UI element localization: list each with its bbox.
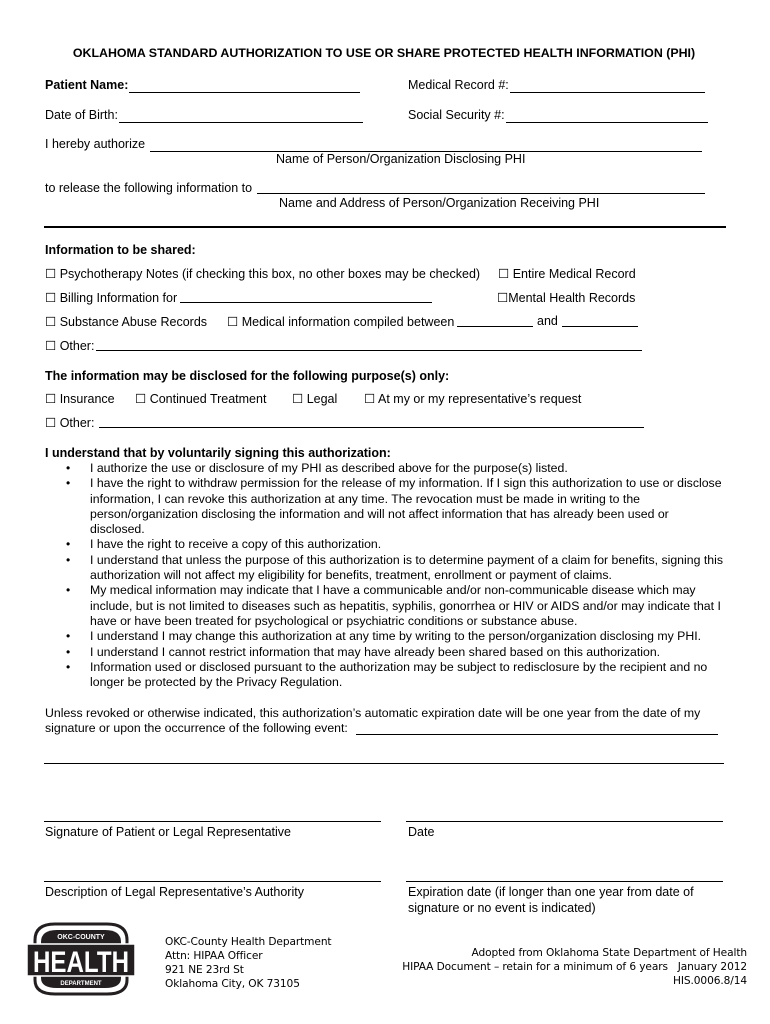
footer-date: January 2012 bbox=[677, 961, 747, 973]
logo-main-text: HEALTH bbox=[33, 946, 129, 979]
checkbox-compiled[interactable]: ☐ bbox=[227, 315, 239, 329]
other-info-option[interactable] bbox=[45, 338, 94, 353]
entire-record-option[interactable] bbox=[498, 266, 636, 281]
expiration-date-field[interactable] bbox=[406, 881, 723, 882]
billing-label: Billing Information for bbox=[59, 291, 178, 305]
ssn-field[interactable] bbox=[506, 122, 708, 123]
entire-record-label: Entire Medical Record bbox=[512, 267, 636, 281]
mental-health-label: Mental Health Records bbox=[508, 291, 636, 305]
and-label: and bbox=[537, 314, 558, 328]
compiled-end-field[interactable] bbox=[562, 326, 638, 327]
info-shared-heading: Information to be shared: bbox=[45, 243, 196, 257]
checkbox-mental-health[interactable]: ☐ bbox=[497, 291, 509, 305]
footer-doc-id: HIS.0006.8/14 bbox=[673, 975, 747, 987]
checkbox-substance[interactable]: ☐ bbox=[45, 315, 57, 329]
understand-list bbox=[64, 461, 724, 690]
checkbox-insurance[interactable]: ☐ bbox=[45, 392, 57, 406]
other-purpose-field[interactable] bbox=[99, 427, 644, 428]
continued-treatment-label: Continued Treatment bbox=[149, 392, 267, 406]
authorize-label: I hereby authorize bbox=[45, 137, 146, 151]
representative-request-option[interactable] bbox=[364, 391, 581, 406]
patient-name-field[interactable] bbox=[129, 92, 360, 93]
ssn-label: Social Security #: bbox=[408, 108, 505, 122]
mental-health-option[interactable] bbox=[497, 290, 635, 305]
logo-bottom-text: DEPARTMENT bbox=[60, 981, 102, 987]
continued-treatment-option[interactable] bbox=[135, 391, 266, 406]
section-divider bbox=[44, 226, 726, 228]
date-label: Date bbox=[408, 825, 435, 839]
other-purpose-option[interactable] bbox=[45, 415, 94, 430]
legal-option[interactable] bbox=[292, 391, 337, 406]
substance-option[interactable] bbox=[45, 314, 207, 329]
footer-retention-text: HIPAA Document – retain for a minimum of 6 years bbox=[402, 961, 668, 973]
checkbox-other-info[interactable]: ☐ bbox=[45, 339, 57, 353]
checkbox-billing[interactable]: ☐ bbox=[45, 291, 57, 305]
list-item: • I understand that unless the purpose of this authorization is to determine payment of a claim for benefits, signing this authorization will not affect my eligibility for benefits, treatment, enrollment or payment of claims. bbox=[64, 553, 724, 584]
signature-label: Signature of Patient or Legal Representative bbox=[45, 825, 291, 839]
footer-retention bbox=[402, 961, 747, 973]
list-item: • My medical information may indicate that I have a communicable and/or non-communicable disease which may include, but is not limited to diseases such as hepatitis, syphilis, gonorrhea or HIV or AIDS and/or may indicate that I have or have been treated for psychological or psychiatric conditions or substance abuse. bbox=[64, 583, 724, 629]
list-item: • I have the right to withdraw permission for the release of my information. If I sign this authorization to use or disclose information, I can revoke this authorization at any time. The revocation must be made in writing to the person/organization disclosing the information and will not affect information that has already been used or disclosed. bbox=[64, 476, 724, 537]
compiled-between-label: Medical information compiled between bbox=[241, 315, 455, 329]
release-field[interactable] bbox=[257, 193, 705, 194]
checkbox-continued-treatment[interactable]: ☐ bbox=[135, 392, 147, 406]
dob-label: Date of Birth: bbox=[45, 108, 118, 122]
expiration-event-field-2[interactable] bbox=[44, 763, 724, 764]
list-item: • I authorize the use or disclosure of my PHI as described above for the purpose(s) listed. bbox=[64, 461, 724, 476]
billing-option[interactable] bbox=[45, 290, 177, 305]
health-department-logo bbox=[25, 922, 137, 996]
substance-label: Substance Abuse Records bbox=[59, 315, 208, 329]
release-caption: Name and Address of Person/Organization Receiving PHI bbox=[279, 196, 600, 210]
form-title: OKLAHOMA STANDARD AUTHORIZATION TO USE OR SHARE PROTECTED HEALTH INFORMATION (PHI) bbox=[72, 46, 696, 60]
purpose-heading: The information may be disclosed for the following purpose(s) only: bbox=[45, 369, 450, 383]
logo-top-text: OKC-COUNTY bbox=[57, 934, 105, 941]
checkbox-entire-record[interactable]: ☐ bbox=[498, 267, 510, 281]
expiration-text-line1: Unless revoked or otherwise indicated, this authorization’s automatic expiration date will be one year from the date of my bbox=[45, 706, 701, 720]
checkbox-other-purpose[interactable]: ☐ bbox=[45, 416, 57, 430]
expiration-text-line2: signature or upon the occurrence of the following event: bbox=[45, 721, 348, 735]
checkbox-legal[interactable]: ☐ bbox=[292, 392, 304, 406]
address-line: Attn: HIPAA Officer bbox=[165, 950, 263, 962]
address-line: Oklahoma City, OK 73105 bbox=[165, 978, 300, 990]
insurance-label: Insurance bbox=[59, 392, 115, 406]
address-line: OKC-County Health Department bbox=[165, 936, 332, 948]
medical-record-field[interactable] bbox=[510, 92, 705, 93]
footer-adopted-from: Adopted from Oklahoma State Department of Health bbox=[471, 947, 747, 959]
signature-field[interactable] bbox=[44, 821, 381, 822]
authorize-caption: Name of Person/Organization Disclosing PHI bbox=[276, 152, 526, 166]
other-info-label: Other: bbox=[59, 339, 95, 353]
understand-heading: I understand that by voluntarily signing this authorization: bbox=[45, 446, 391, 460]
date-field[interactable] bbox=[406, 821, 723, 822]
expiration-event-field[interactable] bbox=[356, 734, 718, 735]
medical-record-label: Medical Record #: bbox=[408, 78, 509, 92]
legal-label: Legal bbox=[306, 392, 338, 406]
list-item: • Information used or disclosed pursuant to the authorization may be subject to redisclosure by the recipient and no longer be protected by the Privacy Regulation. bbox=[64, 660, 724, 691]
expiration-date-label-2: signature or no event is indicated) bbox=[408, 901, 596, 915]
compiled-start-field[interactable] bbox=[457, 326, 533, 327]
psychotherapy-label: Psychotherapy Notes (if checking this box, no other boxes may be checked) bbox=[59, 267, 481, 281]
other-info-field[interactable] bbox=[96, 350, 642, 351]
psychotherapy-option[interactable] bbox=[45, 266, 480, 281]
billing-field[interactable] bbox=[180, 302, 432, 303]
compiled-between-option[interactable] bbox=[227, 314, 454, 329]
checkbox-representative-request[interactable]: ☐ bbox=[364, 392, 376, 406]
list-item: • I understand I may change this authorization at any time by writing to the person/organization disclosing my PHI. bbox=[64, 629, 724, 644]
patient-name-label: Patient Name: bbox=[45, 78, 129, 92]
list-item: • I understand I cannot restrict information that may have already been shared based on this authorization. bbox=[64, 645, 724, 660]
release-label: to release the following information to bbox=[45, 181, 253, 195]
other-purpose-label: Other: bbox=[59, 416, 95, 430]
insurance-option[interactable] bbox=[45, 391, 115, 406]
representative-request-label: At my or my representative’s request bbox=[378, 392, 582, 406]
address-line: 921 NE 23rd St bbox=[165, 964, 244, 976]
checkbox-psychotherapy[interactable]: ☐ bbox=[45, 267, 57, 281]
authority-field[interactable] bbox=[44, 881, 381, 882]
expiration-date-label-1: Expiration date (if longer than one year from date of bbox=[408, 885, 694, 899]
dob-field[interactable] bbox=[119, 122, 363, 123]
authority-label: Description of Legal Representative’s Authority bbox=[45, 885, 304, 899]
list-item: • I have the right to receive a copy of this authorization. bbox=[64, 537, 724, 552]
